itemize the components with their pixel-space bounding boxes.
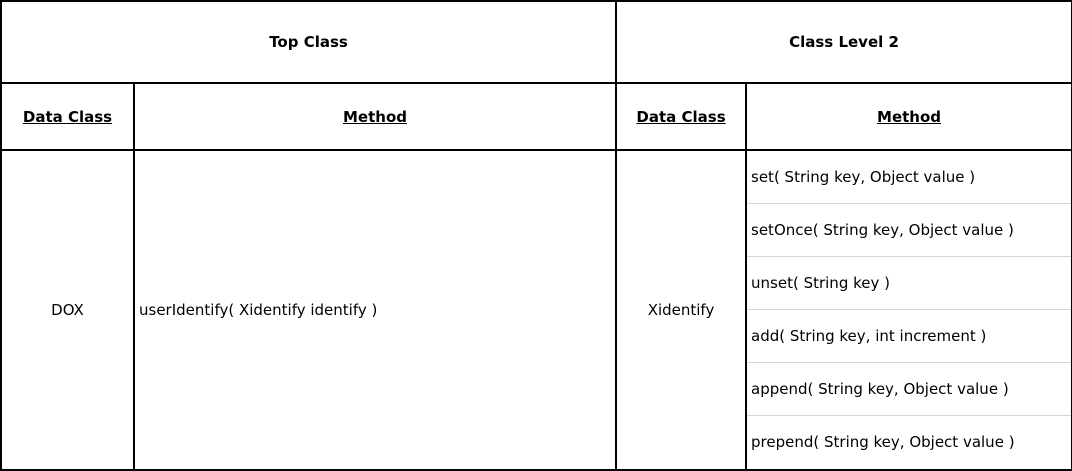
level2-data-class-cell: Xidentify [616,150,746,470]
header-row [1,1,1072,83]
subheader-method-1: Method [134,83,616,150]
level2-method-setonce: setOnce( String key, Object value ) [746,203,1072,256]
subheader-data-class-2: Data Class [616,83,746,150]
level2-method-prepend: prepend( String key, Object value ) [746,415,1072,470]
top-method-cell: userIdentify( Xidentify identify ) [134,150,616,470]
level2-method-append: append( String key, Object value ) [746,362,1072,415]
level2-method-set: set( String key, Object value ) [746,150,1072,203]
header-top-class: Top Class [1,1,616,83]
table-row [1,150,1072,203]
subheader-method-2: Method [746,83,1072,150]
level2-method-add: add( String key, int increment ) [746,309,1072,362]
level2-method-unset: unset( String key ) [746,256,1072,309]
subheader-row [1,83,1072,150]
header-class-level-2: Class Level 2 [616,1,1072,83]
top-data-class-cell: DOX [1,150,134,470]
subheader-data-class-1: Data Class [1,83,134,150]
